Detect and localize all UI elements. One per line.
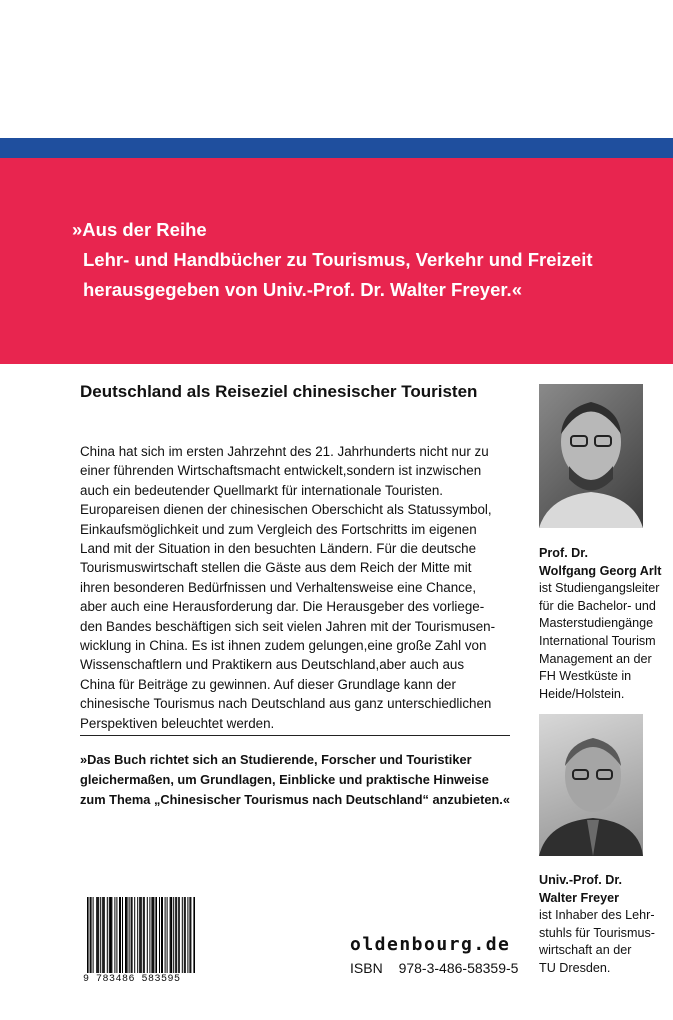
bio-freyer bbox=[539, 872, 673, 978]
blurb-line: einer führenden Wirtschaftsmacht entwickelt,sondern ist inzwischen bbox=[80, 463, 482, 479]
blurb-line: Wissenschaftlern und Praktikern aus Deutschland,aber auch aus bbox=[80, 657, 465, 673]
blurb-line: China hat sich im ersten Jahrzehnt des 21. Jahrhunderts nicht nur zu bbox=[80, 444, 489, 459]
isbn-label: ISBN bbox=[350, 960, 383, 976]
bio-line: FH Westküste in bbox=[539, 669, 632, 684]
bio-name: Wolfgang Georg Arlt bbox=[539, 563, 662, 578]
bio-line: für die Bachelor- und bbox=[539, 598, 656, 613]
barcode bbox=[85, 897, 195, 977]
bio-line: Heide/Holstein. bbox=[539, 686, 625, 701]
bio-line: Management an der bbox=[539, 651, 652, 666]
bio-line: ist Inhaber des Lehr- bbox=[539, 908, 655, 923]
blue-stripe bbox=[0, 138, 673, 158]
series-text bbox=[72, 215, 593, 305]
blurb-line: Europareisen dienen der chinesischen Oberschicht als Statussymbol, bbox=[80, 502, 492, 518]
blurb-line: ihren besonderen Bedürfnissen und Verhaltensweise eine Chance, bbox=[80, 579, 477, 595]
isbn-value: 978-3-486-58359-5 bbox=[398, 960, 519, 976]
author-photo-arlt bbox=[539, 384, 643, 528]
bio-line: TU Dresden. bbox=[539, 960, 611, 975]
bio-name: Prof. Dr. bbox=[539, 546, 588, 560]
series-line-2: Lehr- und Handbücher zu Tourismus, Verkehr und Freizeit bbox=[83, 249, 593, 270]
isbn bbox=[350, 960, 518, 976]
publisher-url: oldenbourg.de bbox=[350, 934, 511, 955]
blurb-line: Tourismuswirtschaft stellen die Gäste aus dem Reich der Mitte mit bbox=[80, 560, 472, 576]
blurb-line: Land mit der Situation in den besuchten Ländern. Für die deutsche bbox=[80, 541, 477, 557]
bio-name: Walter Freyer bbox=[539, 890, 620, 905]
blurb-line: auch ein bedeutender Quellmarkt für internationale Touristen. bbox=[80, 482, 444, 498]
series-line-1: »Aus der Reihe bbox=[72, 219, 207, 240]
quote-line: zum Thema „Chinesischer Tourismus nach Deutschland“ anzubieten.« bbox=[80, 792, 510, 807]
bio-line: wirtschaft an der bbox=[539, 943, 632, 958]
audience-quote bbox=[80, 750, 520, 810]
bio-line: ist Studiengangsleiter bbox=[539, 581, 660, 596]
blurb-line: Einkaufsmöglichkeit und zum Vergleich des Fortschritts im eigenen bbox=[80, 521, 477, 537]
blurb-line: aber auch eine Herausforderung dar. Die Herausgeber des vorliege- bbox=[80, 599, 485, 615]
author-photo-freyer bbox=[539, 714, 643, 856]
bio-name: Univ.-Prof. Dr. bbox=[539, 873, 623, 887]
quote-line: »Das Buch richtet sich an Studierende, Forscher und Touristiker bbox=[80, 752, 472, 767]
bio-line: Masterstudiengänge bbox=[539, 616, 654, 631]
bio-line: stuhls für Tourismus- bbox=[539, 925, 655, 940]
portrait-icon bbox=[539, 384, 643, 528]
blurb-line: den Bandes beschäftigen sich seit vielen Jahren mit der Tourismusen- bbox=[80, 618, 496, 634]
blurb-line: chinesische Tourismus nach Deutschland aus ganz unterschiedlichen bbox=[80, 696, 492, 712]
bio-arlt bbox=[539, 545, 673, 703]
blurb bbox=[80, 442, 520, 733]
barcode-number: 9 783486 583595 bbox=[83, 974, 181, 985]
series-line-3: herausgegeben von Univ.-Prof. Dr. Walter Freyer.« bbox=[83, 279, 522, 300]
blurb-line: Perspektiven beleuchtet werden. bbox=[80, 715, 275, 731]
divider bbox=[80, 735, 510, 736]
book-title: Deutschland als Reiseziel chinesischer Touristen bbox=[80, 382, 478, 401]
bio-line: International Tourism bbox=[539, 633, 656, 648]
blurb-line: China für Beiträge zu gewinnen. Auf dieser Grundlage kann der bbox=[80, 676, 456, 692]
portrait-icon bbox=[539, 714, 643, 856]
quote-line: gleichermaßen, um Grundlagen, Einblicke und praktische Hinweise bbox=[80, 772, 489, 787]
blurb-line: wicklung in China. Es ist ihnen zudem gelungen,eine große Zahl von bbox=[80, 638, 487, 654]
